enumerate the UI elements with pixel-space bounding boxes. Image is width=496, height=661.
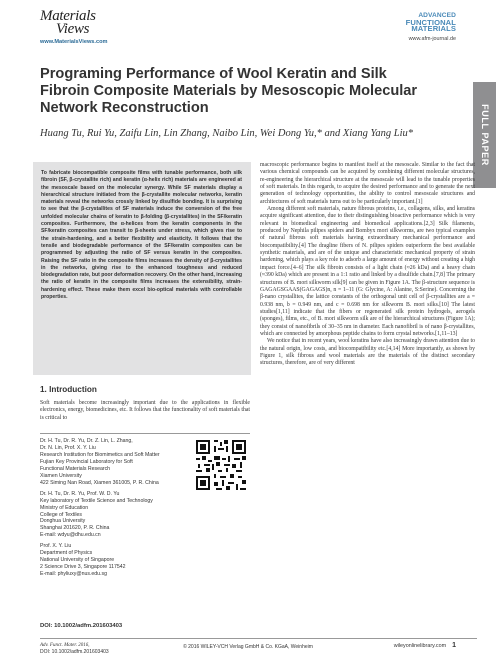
logo-line1: Materials <box>40 8 96 24</box>
email-line[interactable]: E-mail: phyliuxy@nus.edu.sg <box>40 571 107 578</box>
affiliation-line: Dr. H. Tu, Dr. R. Yu, Prof. W. D. Yu <box>40 490 120 497</box>
affiliation-line: National University of Singapore <box>40 557 115 564</box>
footnote-divider <box>40 433 250 434</box>
abstract-text: To fabricate biocompatible composite films with tunable performance, both silk fibroin (SF, β-crystallite rich) and keratin (α-helix rich) materials are engineered at the mesoscale based on the molecular synergy. While SF materials display a hierarchical structure initiated from the β-crystallite molecular networks, keratin materials reveal the networks crossly linked by disulfide bonding. It is surprising to see that the β-crystallites of SF materials induce the conversion of the free unfolded molecular chains of keratin to β-folding (β-crystallites) in the SF/keratin composites. Furthermore, the α-helices from the keratin components in the SF/keratin composites can transit to β-sheets under stress, which gives rise to the strain-hardening, and a better flexibility and elasticity. It follows that the tensile and biodegradable performance of the SF/keratin composites can be programmed by adjusting the ratio of SF versus keratin in the composites. Raising the SF ratio in the composite films increases the density of β-crystallites in the networks, giving rise to the enhanced toughness and reduced biodegradation rate, but poor deformation recovery. On the other hand, increasing the ratio of keratin in the composite films increases the extensibility, strain-hardening effect. These make them excel bio-optical materials with controllable properties. <box>41 170 242 301</box>
wiley-site-link[interactable]: wileyonlinelibrary.com <box>393 643 447 649</box>
copyright-notice: © 2016 WILEY-VCH Verlag GmbH & Co. KGaA, Weinheim <box>183 644 313 650</box>
affiliation-line: Prof. X. Y. Liu <box>40 543 72 550</box>
right-column <box>260 162 475 368</box>
affiliation-line: Xiamen University <box>40 472 82 479</box>
affiliation-line: 2 Science Drive 3, Singapore 117542 <box>40 564 126 571</box>
affiliation-line: Fujian Key Provincial Laboratory for Soft <box>40 458 133 465</box>
journal-reference: Adv. Funct. Mater. 2016, <box>40 643 90 648</box>
materialsviews-url[interactable]: www.MaterialsViews.com <box>40 39 108 45</box>
full-paper-tab <box>473 82 496 188</box>
paragraph: We notice that in recent years, wool keratins have also increasingly drawn attention due to the natural origin, low costs, and biocompatibility etc.[4,14] More importantly, as shown by Figure 1, silk fibrous and wool materials are the materials of the distinct secondary structures, therefore, are of very different <box>260 338 475 367</box>
paper-title: Programing Performance of Wool Keratin and Silk Fibroin Composite Materials by Mesoscopic Molecular Network Reconstruction <box>40 66 418 116</box>
affiliation-line: Donghua University <box>40 518 86 525</box>
journal-logo-line1: ADVANCED <box>418 12 456 19</box>
section-heading-introduction: 1. Introduction <box>40 385 97 394</box>
paragraph: macroscopic performance begins to manifest itself at the mesoscale. Similar to the fact that various chemical compounds can be acquired by combining different molecular structures, re-engineering the hierarchical structure at the mesoscale will lead to the tunable properties of soft materials. In this regards, to acquire the desired performance and to generate the next generation of technology opportunities, the ability to control mesoscale structures and architectures of soft materials turns out to be particularly important.[1] <box>260 162 475 205</box>
affiliation-line: Key laboratory of Textile Science and Technology <box>40 497 153 504</box>
email-line[interactable]: E-mail: wdyu@dhu.edu.cn <box>40 532 101 539</box>
materials-views-logo <box>40 10 107 45</box>
affiliation-line: Ministry of Education <box>40 504 89 511</box>
affiliation-line: Department of Physics <box>40 550 93 557</box>
affiliation-line: Dr. H. Tu, Dr. R. Yu, Dr. Z. Lin, L. Zhang, <box>40 438 133 444</box>
affiliation-line: 422 Siming Nan Road, Xiamen 361005, P. R. China <box>40 479 159 486</box>
paragraph: Soft materials become increasingly important due to the applications in flexible electronics, energy, biomedicines, etc. It follows that the functionality of soft materials that is critical to <box>40 400 250 421</box>
author-list: Huang Tu, Rui Yu, Zaifu Lin, Lin Zhang, Naibo Lin, Wei Dong Yu,* and Xiang Yang Liu* <box>40 128 414 139</box>
journal-url[interactable]: www.afm-journal.de <box>408 35 456 42</box>
page-number: 1 <box>452 642 456 649</box>
paragraph: Among different soft materials, nature fibrous proteins, i.e., collagens, silks, and keratins acquire significant attention, due to their distinguishing bioactive performance which is very relevant in biomedical engineering and biomedical applications.[2,3] Silk filaments, produced by Nephila pilipes spiders and Bombyx mori silkworms, are two typical examples of natural fibrous soft materials having extraordinary mechanical performance and biocompatibility.[4] The dragline fibers of N. pilipes spiders outperform the best available synthetic materials, and are of the unique and characteristic mechanical property of strain hardening, which plays a key role to adsorb a large amount of energy without creating a high impact force.[4–6] The silk fibroin consists of a light chain (≈26 kDa) and a heavy chain (≈390 kDa) which are present in a 1:1 ratio and linked by a disulfide chain.[7,8] The primary structures of B. mori silkworm silk[9] can be given in Figure 1A. The β-structure sequence is GAGAGSGAAS(GAGAGS)n, n = 1–11 (G: Glycine, A: Alanine, S:Serine). Concerning the β-nano crystallites, the lattice constants of the orthogonal unit cell of β-crystallites are a = 0.938 nm, b = 0.949 nm, and c = 0.698 nm for silkworm B. mori silks.[10] The latest studies[1,11] indicate that the fibers or regenerated silk protein hydrogels, aerogels (sponges), films, etc., of B. mori silkworm silk are of the hierarchical structures (Figure 1A); they consist of nanofibrils of 30–35 nm in diameter. Each nanofibril is of nano β-crystallites, which are connected by amorphous peptide chains to form crystal networks.[1,11–13] <box>260 206 475 337</box>
doi-label[interactable]: DOI: 10.1002/adfm.201603403 <box>40 623 123 629</box>
logo-line2: Views <box>56 21 90 37</box>
footer-right <box>394 642 456 649</box>
journal-logo-line2: FUNCTIONAL <box>405 17 456 27</box>
affiliation-line: Shanghai 201620, P. R. China <box>40 525 110 532</box>
full-paper-label: FULL PAPER <box>479 104 490 166</box>
journal-logo <box>406 13 456 33</box>
affiliation-line: Dr. N. Lin, Prof. X. Y. Liu <box>40 444 96 451</box>
footer-doi[interactable]: DOI: 10.1002/adfm.201603403 <box>40 649 109 656</box>
left-column <box>40 400 250 422</box>
affiliation-line: Research Institution for Biomimetics and Soft Matter <box>40 451 160 458</box>
qr-code-icon[interactable] <box>196 440 246 490</box>
affiliation-line: College of Textiles <box>40 511 83 518</box>
footer-divider <box>40 638 477 639</box>
affiliation-line: Functional Materials Research <box>40 465 111 472</box>
affiliations <box>40 438 188 578</box>
journal-logo-line3: MATERIALS <box>411 24 456 34</box>
journal-header <box>406 13 456 42</box>
abstract-box <box>33 162 251 375</box>
